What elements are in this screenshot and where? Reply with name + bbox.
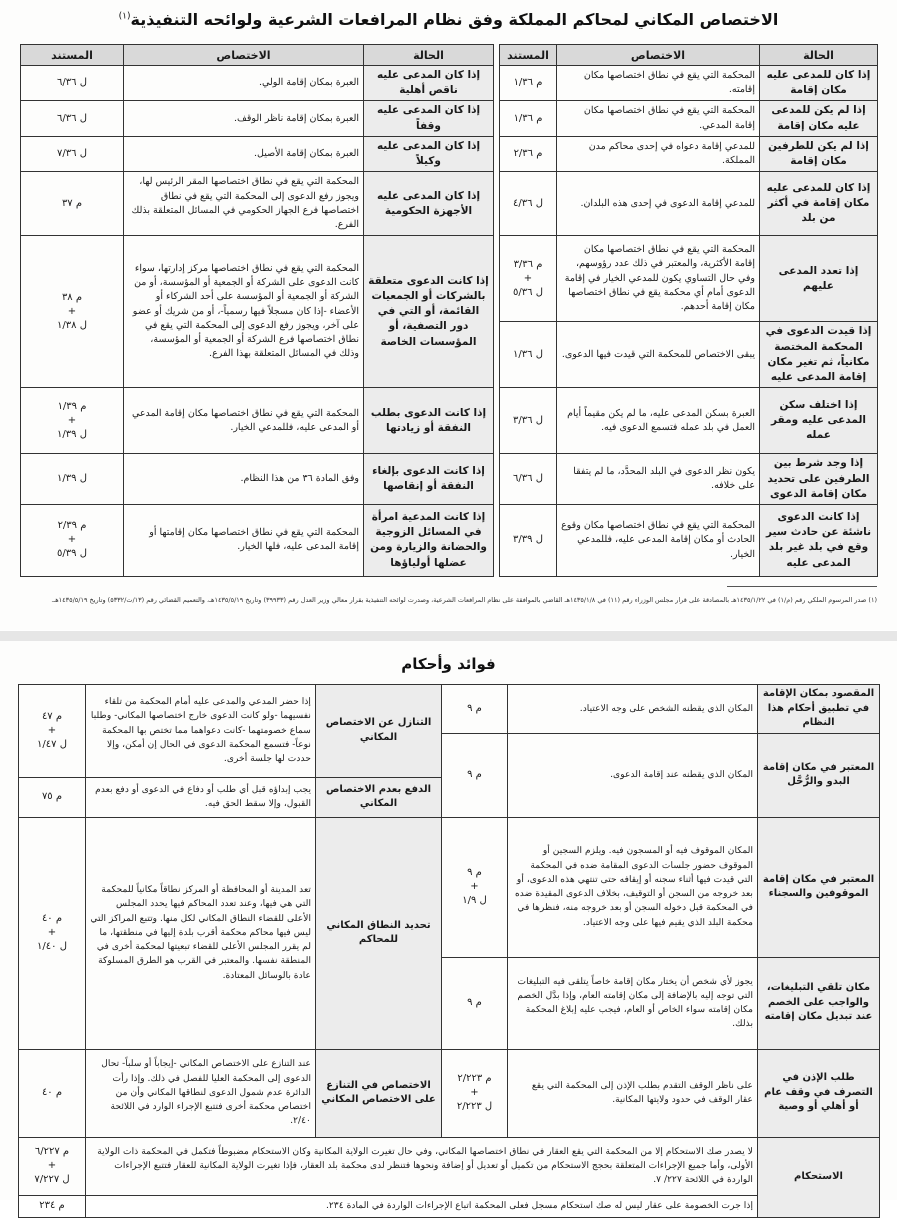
ref-cell: م ٣٨ + ل ١/٣٨ <box>21 236 124 388</box>
rule-cell: تعد المدينة أو المحافظة أو المركز نطاقاً مكانياً للمحكمة التي هي فيها، وعند تعدد المحاكم فيها يحدد المجلس الأعلى للقضاء النطاق المكاني لكل منها. وتتبع المراكز التي ليس فيها محاكم محكمة أقرب بلدة إليها في منطقتها، ما لم يقرر المجلس الأعلى للقضاء تبعيتها لمحكمة أخرى في المنطقة نفسها. والمعتبر في القرب هو الطرق المسلوكة عادة بالوسائل المعتادة. <box>86 817 316 1049</box>
header-document: المستند <box>500 45 557 66</box>
ref-cell: ل ٣/٣٩ <box>500 504 557 576</box>
case-cell: طلب الإذن في التصرف في وقف عام أو أهلي أو وصية <box>758 1049 880 1137</box>
table-header-row <box>21 45 878 66</box>
header-jurisdiction: الاختصاص <box>124 45 364 66</box>
case-cell: إذا كان المدعى عليه وقفاً <box>364 101 494 136</box>
ref-cell: م ٢/٣٩ + ل ٥/٣٩ <box>21 504 124 576</box>
column-gap <box>494 172 500 236</box>
rule-cell: لا يصدر صك الاستحكام إلا من المحكمة التي يقع العقار في نطاق اختصاصها المكاني، وفي حال تغيرت الولاية المكانية وكان الاستحكام مضبوطاً فتكمل في المحكمة ذات الولاية الأولى، وأما جميع الإجراءات المتعلقة بحجج الاستحكام من تكميل أو تعديل أو إضافة ونحوها فتنظر لدى محكمة بلد العقار، فإذا تغيرت الولاية المكانية للعقار فتتبع الإجراءات الواردة في اللائحة ٢٢٧/ ٧. <box>86 1137 758 1195</box>
rule-cell: إذا حضر المدعي والمدعى عليه أمام المحكمة من تلقاء نفسيهما -ولو كانت الدعوى خارج اختصاصها المكاني- وطلبا سماع خصومتهما -كانت دعواهما مما تختص بها المحكمة نوعاً- فتسمع المحكمة الدعوى في الحال إن أمكن، وإلا حددت لها جلسة أخرى. <box>86 685 316 778</box>
table-row <box>21 136 878 171</box>
ref-cell: م ٩ <box>442 733 508 817</box>
ref-cell: م ٢/٢٢٣ + ل ٢/٢٢٣ <box>442 1049 508 1137</box>
rule-cell: المحكمة التي يقع في نطاق اختصاصها مكان إقامته. <box>557 66 760 101</box>
table-row <box>19 685 880 734</box>
title-footnote-mark: (١) <box>118 11 131 22</box>
ref-cell: ل ٦/٣٦ <box>21 101 124 136</box>
rule-cell: المحكمة التي يقع في نطاق اختصاصها مكان إقامة المدعي. <box>557 101 760 136</box>
header-jurisdiction: الاختصاص <box>557 45 760 66</box>
rule-cell: يجب إبداؤه قبل أي طلب أو دفاع في الدعوى أو دفع بعدم القبول، وإلا سقط الحق فيه. <box>86 777 316 817</box>
case-cell: إذا كانت الدعوى متعلقة بالشركات أو الجمعيات القائمة، أو التي في دور التصفية، أو المؤسسات الخاصة <box>364 236 494 388</box>
ref-cell: م ١/٣٦ <box>500 101 557 136</box>
case-cell: إذا كانت الدعوى بإلغاء النفقة أو إنقاصها <box>364 454 494 505</box>
case-cell: إذا اختلف سكن المدعى عليه ومقر عمله <box>760 388 878 454</box>
rule-cell: المحكمة التي يقع في نطاق اختصاصها مركز إدارتها، سواء كانت الدعوى على الشركة أو الجمعية أو المؤسسة، أو من الشركة أو الجمعية أو المؤسسة على أحد الشركاء أو الأعضاء -إذا كان مسجلاً فيها رسمياً-، أو من شريك أو عضو على آخر، ويجوز رفع الدعوى إلى المحكمة التي يقع في نطاق اختصاصها فرع الشركة أو الجمعية أو المؤسسة، وذلك في المسائل المتعلقة بهذا الفرع. <box>124 236 364 388</box>
ref-cell: م ١/٣٩ + ل ١/٣٩ <box>21 388 124 454</box>
case-cell: إذا تعدد المدعى عليهم <box>760 236 878 322</box>
table-row <box>19 1195 880 1217</box>
table-row <box>19 1049 880 1137</box>
case-cell: المقصود بمكان الإقامة في تطبيق أحكام هذا النظام <box>758 685 880 734</box>
ref-cell: ل ٤/٣٦ <box>500 172 557 236</box>
rule-cell: العبرة بمكان إقامة الولي. <box>124 66 364 101</box>
table-row <box>19 817 880 957</box>
ref-cell: م ٦/٢٢٧ + ل ٧/٢٢٧ <box>19 1137 86 1195</box>
rule-cell: المحكمة التي يقع في نطاق اختصاصها مكان وقوع الحادث أو مكان إقامة المدعى عليه، فللمدعي الخيار. <box>557 504 760 576</box>
case-cell: مكان تلقي التبليغات، والواجب على الخصم عند تبديل مكان إقامته <box>758 957 880 1049</box>
rule-cell: وفق المادة ٣٦ من هذا النظام. <box>124 454 364 505</box>
case-cell: الدفع بعدم الاختصاص المكاني <box>316 777 442 817</box>
case-cell: إذا كان للمدعى عليه مكان إقامة <box>760 66 878 101</box>
case-cell: إذا لم يكن للمدعى عليه مكان إقامة <box>760 101 878 136</box>
table-row <box>21 388 878 454</box>
jurisdiction-table <box>20 44 878 577</box>
case-cell: إذا لم يكن للطرفين مكان إقامة <box>760 136 878 171</box>
case-cell: إذا قيدت الدعوى في المحكمة المختصة مكانياً، ثم تغير مكان إقامة المدعى عليه <box>760 322 878 388</box>
ref-cell: م ٧٥ <box>19 777 86 817</box>
header-case: الحالة <box>760 45 878 66</box>
benefits-title: فوائد وأحكام <box>401 655 496 673</box>
ref-cell: م ٢/٣٦ <box>500 136 557 171</box>
case-cell: التنازل عن الاختصاص المكاني <box>316 685 442 778</box>
ref-cell: ل ٦/٣٦ <box>500 454 557 505</box>
ref-cell: م ١/٣٦ <box>500 66 557 101</box>
rule-cell: على ناظر الوقف التقدم بطلب الإذن إلى المحكمة التي يقع عقار الوقف في حدود ولايتها المكانية. <box>508 1049 758 1137</box>
column-gap <box>494 45 500 66</box>
case-cell: المعتبر في مكان إقامة الموقوفين والسجناء <box>758 817 880 957</box>
rule-cell: العبرة بمكان إقامة ناظر الوقف. <box>124 101 364 136</box>
header-document: المستند <box>21 45 124 66</box>
ref-cell: ل ٧/٣٦ <box>21 136 124 171</box>
case-cell: تحديد النطاق المكاني للمحاكم <box>316 817 442 1049</box>
ref-cell: م ٤٧ + ل ١/٤٧ <box>19 685 86 778</box>
case-cell: إذا كان للمدعى عليه مكان إقامة في أكثر من بلد <box>760 172 878 236</box>
rule-cell: يكون نظر الدعوى في البلد المحدَّد، ما لم يتفقا على خلافه. <box>557 454 760 505</box>
column-gap <box>494 136 500 171</box>
table-row <box>21 101 878 136</box>
table-row <box>21 504 878 576</box>
rule-cell: المحكمة التي يقع في نطاق اختصاصها مكان إقامتها أو إقامة المدعى عليه، فلها الخيار. <box>124 504 364 576</box>
footnote-separator <box>727 586 877 587</box>
case-cell: إذا كانت المدعية امرأة في المسائل الزوجية والحضانة والزيارة ومن عضلها أولياؤها <box>364 504 494 576</box>
case-cell: إذا وجد شرط بين الطرفين على تحديد مكان إقامة الدعوى <box>760 454 878 505</box>
rule-cell: المحكمة التي يقع في نطاق اختصاصها مكان إقامة المدعي أو المدعى عليه، فللمدعي الخيار. <box>124 388 364 454</box>
ref-cell: ل ١/٣٦ <box>500 322 557 388</box>
rule-cell: المحكمة التي يقع في نطاق اختصاصها المقر الرئيس لها، ويجوز رفع الدعوى إلى المحكمة التي يقع في نطاق اختصاصها فرع الجهاز الحكومي في المسائل المتعلقة بذلك الفرع. <box>124 172 364 236</box>
case-cell: إذا كان المدعى عليه ناقص أهلية <box>364 66 494 101</box>
table-row <box>21 172 878 236</box>
table-row <box>21 236 878 322</box>
document-title-text: الاختصاص المكاني لمحاكم المملكة وفق نظام المرافعات الشرعية ولوائحه التنفيذية <box>130 10 779 29</box>
column-gap <box>494 454 500 505</box>
ref-cell: م ٣٧ <box>21 172 124 236</box>
case-cell: إذا كانت الدعوى بطلب النفقة أو زيادتها <box>364 388 494 454</box>
rule-cell: العبرة بسكن المدعى عليه، ما لم يكن مقيماً أيام العمل في بلد عمله فتسمع الدعوى فيه. <box>557 388 760 454</box>
rule-cell: إذا جرت الخصومة على عقار ليس له صك استحكام مسجل فعلى المحكمة اتباع الإجراءات الواردة في المادة ٢٣٤. <box>86 1195 758 1217</box>
rule-cell: المكان الذي يقطنه عند إقامة الدعوى. <box>508 733 758 817</box>
column-gap <box>494 504 500 576</box>
table-row <box>21 454 878 505</box>
rule-cell: يبقى الاختصاص للمحكمة التي قيدت فيها الدعوى. <box>557 322 760 388</box>
case-cell: إذا كان المدعى عليه الأجهزة الحكومية <box>364 172 494 236</box>
rule-cell: المكان الذي يقطنه الشخص على وجه الاعتياد. <box>508 685 758 734</box>
ref-cell: م ٢٣٤ <box>19 1195 86 1217</box>
table-row <box>21 66 878 101</box>
ref-cell: ل ٣/٣٦ <box>500 388 557 454</box>
footnote: (١) صدر المرسوم الملكي رقم (م/١) في ١٤٣٥/١/٢٢هـ بالمصادقة على قرار مجلس الوزراء رقم (١١) في ١٤٣٥/١/٨هـ القاضي بالموافقة على نظام المرافعات الشرعية، وصدرت لوائحه التنفيذية بقرار معالي وزير العدل رقم (٣٩٩٣٣) وتاريخ ١٤٣٥/٥/١٩هـ، والتعميم القضائي رقم (١٣/ت/٥٣٣٢) وتاريخ ١٤٣٥/٥/١٩هـ. <box>51 596 877 604</box>
case-cell: الاستحكام <box>758 1137 880 1217</box>
ref-cell: م ٩ <box>442 685 508 734</box>
ref-cell: م ٩ <box>442 957 508 1049</box>
rule-cell: يجوز لأي شخص أن يختار مكان إقامة خاصاً يتلقى فيه التبليغات التي توجه إليه بالإضافة إلى مكان إقامته العام، وإذا بدَّل الخصم مكان إقامته سواء الخاص أو العام، فيجب عليه إبلاغ المحكمة بذلك. <box>508 957 758 1049</box>
column-gap <box>494 388 500 454</box>
case-cell: إذا كان المدعى عليه وكيلاً <box>364 136 494 171</box>
ref-cell: ل ٦/٣٦ <box>21 66 124 101</box>
rule-cell: للمدعي إقامة الدعوى في إحدى هذه البلدان. <box>557 172 760 236</box>
column-gap <box>494 101 500 136</box>
ref-cell: م ٩ + ل ١/٩ <box>442 817 508 957</box>
ref-cell: م ٤٠ <box>19 1049 86 1137</box>
ref-cell: م ٤٠ + ل ١/٤٠ <box>19 817 86 1049</box>
rule-cell: عند التنازع على الاختصاص المكاني -إيجاباً أو سلباً- تحال الدعوى إلى المحكمة العليا للفصل في ذلك. وإذا رأت الدائرة عدم شمول الدعوى لنطاقها المكاني وأن من اختصاص محكمة أخرى فتتبع الإجراء الوارد في اللائحة ٢/٤٠. <box>86 1049 316 1137</box>
rule-cell: العبرة بمكان إقامة الأصيل. <box>124 136 364 171</box>
page-divider <box>0 631 897 641</box>
case-cell: الاختصاص في التنازع على الاختصاص المكاني <box>316 1049 442 1137</box>
table-row <box>19 1137 880 1195</box>
column-gap <box>494 66 500 101</box>
rule-cell: للمدعي إقامة دعواه في إحدى محاكم مدن المملكة. <box>557 136 760 171</box>
ref-cell: ل ١/٣٩ <box>21 454 124 505</box>
benefits-table <box>18 684 880 1218</box>
header-case: الحالة <box>364 45 494 66</box>
ref-cell: م ٣/٣٦ + ل ٥/٣٦ <box>500 236 557 322</box>
document-title <box>0 10 897 29</box>
case-cell: إذا كانت الدعوى ناشئة عن حادث سير وقع في بلد غير بلد المدعى عليه <box>760 504 878 576</box>
case-cell: المعتبر في مكان إقامة البدو والرُّحَّل <box>758 733 880 817</box>
rule-cell: المكان الموقوف فيه أو المسجون فيه. ويلزم السجين أو الموقوف حضور جلسات الدعوى المقامة ضده في المحكمة التي قيدت فيها أثناء سجنه أو إيقافه حتى تنتهي هذه الدعوى، أو بعد خروجه من السجن أو التوقيف، بخلاف الدعوى المقيدة ضده في المحكمة قبل دخوله السجن أو بعد خروجه منه، فنظرها في محكمة البلد الذي يقيم فيها على وجه الاعتياد. <box>508 817 758 957</box>
rule-cell: المحكمة التي يقع في نطاق اختصاصها مكان إقامة الأكثرية، والمعتبر في ذلك عدد رؤوسهم، وفي حال التساوي يكون للمدعي الخيار في إقامة الدعوى أمام أي محكمة يقع في نطاق اختصاصها مكان إقامة أحدهم. <box>557 236 760 322</box>
